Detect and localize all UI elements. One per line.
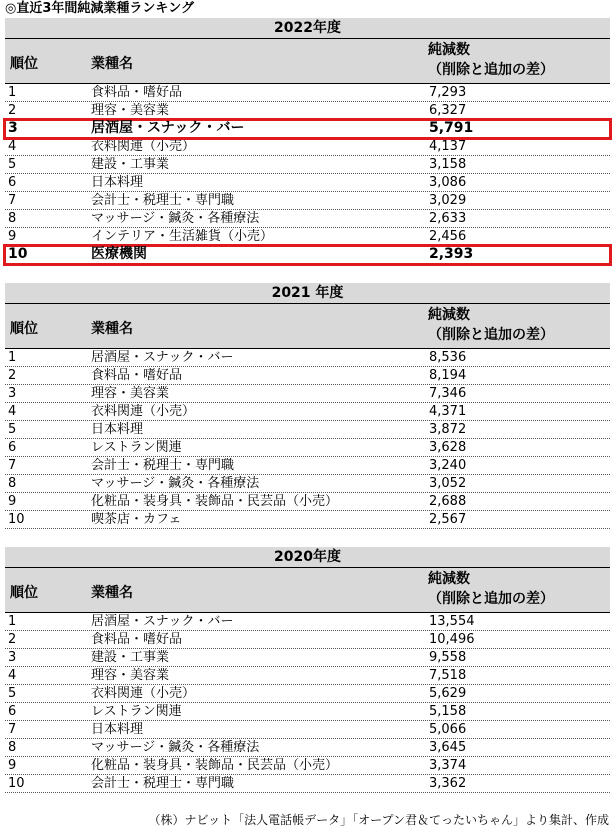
industry-cell: 居酒屋・スナック・バー bbox=[91, 350, 234, 365]
ranking-row bbox=[5, 703, 610, 721]
rank-cell: 9 bbox=[8, 494, 17, 509]
rank-cell: 8 bbox=[8, 211, 17, 226]
rank-cell: 5 bbox=[8, 157, 17, 172]
net-decrease-cell: 10,496 bbox=[429, 632, 475, 647]
net-decrease-cell: 5,791 bbox=[429, 120, 474, 136]
highlighted-ranking-row bbox=[5, 120, 610, 138]
net-decrease-cell: 4,137 bbox=[429, 139, 467, 154]
ranking-rows bbox=[5, 613, 610, 793]
industry-cell: 居酒屋・スナック・バー bbox=[91, 614, 234, 629]
industry-cell: 食料品・嗜好品 bbox=[91, 85, 183, 100]
ranking-row bbox=[5, 685, 610, 703]
ranking-row bbox=[5, 84, 610, 102]
ranking-row bbox=[5, 475, 610, 493]
ranking-row bbox=[5, 631, 610, 649]
industry-cell: 建設・工事業 bbox=[91, 650, 170, 665]
rank-cell: 2 bbox=[8, 103, 17, 118]
industry-cell: 医療機関 bbox=[91, 246, 147, 262]
ranking-row bbox=[5, 493, 610, 511]
column-header-row bbox=[5, 304, 610, 349]
industry-cell: 食料品・嗜好品 bbox=[91, 632, 183, 647]
rank-column-header: 順位 bbox=[10, 585, 38, 601]
industry-column-header: 業種名 bbox=[91, 56, 133, 72]
ranking-row bbox=[5, 102, 610, 120]
industry-cell: 建設・工事業 bbox=[91, 157, 170, 172]
net-decrease-cell: 5,066 bbox=[429, 722, 467, 737]
net-decrease-cell: 8,194 bbox=[429, 368, 467, 383]
industry-cell: マッサージ・鍼灸・各種療法 bbox=[91, 211, 260, 226]
ranking-row bbox=[5, 721, 610, 739]
industry-cell: 衣料関連（小売） bbox=[91, 139, 196, 154]
net-decrease-cell: 3,029 bbox=[429, 193, 467, 208]
net-decrease-cell: 3,158 bbox=[429, 157, 467, 172]
year-heading: 2020年度 bbox=[5, 547, 610, 568]
net-decrease-cell: 2,633 bbox=[429, 211, 467, 226]
net-decrease-cell: 7,293 bbox=[429, 85, 467, 100]
net-decrease-column-header bbox=[428, 569, 554, 609]
industry-cell: 日本料理 bbox=[91, 722, 144, 737]
rank-cell: 9 bbox=[8, 229, 17, 244]
industry-cell: 理容・美容業 bbox=[91, 668, 170, 683]
net-decrease-cell: 3,645 bbox=[429, 740, 467, 755]
net-decrease-cell: 3,374 bbox=[429, 758, 467, 773]
rank-cell: 3 bbox=[8, 386, 17, 401]
industry-cell: 会計士・税理士・専門職 bbox=[91, 776, 235, 791]
rank-cell: 4 bbox=[8, 668, 17, 683]
net-decrease-cell: 3,872 bbox=[429, 422, 467, 437]
year-heading: 2021 年度 bbox=[5, 283, 610, 304]
rank-cell: 6 bbox=[8, 440, 17, 455]
rank-cell: 9 bbox=[8, 758, 17, 773]
net-decrease-cell: 2,688 bbox=[429, 494, 467, 509]
year-block-2022 bbox=[5, 18, 610, 264]
rank-cell: 6 bbox=[8, 704, 17, 719]
ranking-row bbox=[5, 775, 610, 793]
rank-cell: 1 bbox=[8, 85, 17, 100]
net-decrease-cell: 3,240 bbox=[429, 458, 467, 473]
net-decrease-header-line2: （削除と追加の差） bbox=[428, 62, 554, 78]
industry-cell: 衣料関連（小売） bbox=[91, 686, 196, 701]
net-decrease-column-header bbox=[428, 40, 554, 80]
ranking-row bbox=[5, 757, 610, 775]
industry-cell: レストラン関連 bbox=[91, 704, 182, 719]
rank-cell: 5 bbox=[8, 422, 17, 437]
net-decrease-cell: 2,456 bbox=[429, 229, 467, 244]
rank-column-header: 順位 bbox=[10, 56, 38, 72]
net-decrease-cell: 2,567 bbox=[429, 512, 467, 527]
rank-cell: 8 bbox=[8, 476, 17, 491]
rank-cell: 3 bbox=[8, 650, 17, 665]
industry-cell: 会計士・税理士・専門職 bbox=[91, 458, 235, 473]
ranking-row bbox=[5, 156, 610, 174]
rank-cell: 10 bbox=[8, 776, 25, 791]
ranking-row bbox=[5, 421, 610, 439]
net-decrease-cell: 7,346 bbox=[429, 386, 467, 401]
rank-cell: 2 bbox=[8, 368, 17, 383]
rank-cell: 7 bbox=[8, 193, 17, 208]
ranking-row bbox=[5, 228, 610, 246]
rank-cell: 1 bbox=[8, 614, 17, 629]
net-decrease-cell: 2,393 bbox=[429, 246, 474, 262]
ranking-row bbox=[5, 511, 610, 529]
net-decrease-cell: 7,518 bbox=[429, 668, 467, 683]
net-decrease-cell: 3,628 bbox=[429, 440, 467, 455]
industry-column-header: 業種名 bbox=[91, 585, 133, 601]
industry-cell: 食料品・嗜好品 bbox=[91, 368, 183, 383]
ranking-row bbox=[5, 667, 610, 685]
industry-cell: マッサージ・鍼灸・各種療法 bbox=[91, 740, 260, 755]
ranking-row bbox=[5, 192, 610, 210]
net-decrease-header-line2: （削除と追加の差） bbox=[428, 327, 554, 343]
ranking-row bbox=[5, 385, 610, 403]
ranking-row bbox=[5, 349, 610, 367]
industry-cell: 喫茶店・カフェ bbox=[91, 512, 182, 527]
rank-cell: 6 bbox=[8, 175, 17, 190]
ranking-row bbox=[5, 210, 610, 228]
highlighted-ranking-row bbox=[5, 246, 610, 264]
net-decrease-column-header bbox=[428, 305, 554, 345]
net-decrease-cell: 3,362 bbox=[429, 776, 467, 791]
industry-cell: 衣料関連（小売） bbox=[91, 404, 196, 419]
net-decrease-cell: 3,052 bbox=[429, 476, 467, 491]
rank-cell: 3 bbox=[8, 120, 18, 136]
industry-cell: 日本料理 bbox=[91, 422, 144, 437]
rank-cell: 8 bbox=[8, 740, 17, 755]
net-decrease-cell: 3,086 bbox=[429, 175, 467, 190]
rank-cell: 4 bbox=[8, 139, 17, 154]
column-header-row bbox=[5, 568, 610, 613]
industry-cell: インテリア・生活雑貨（小売） bbox=[91, 229, 274, 244]
ranking-row bbox=[5, 367, 610, 385]
ranking-row bbox=[5, 138, 610, 156]
rank-cell: 10 bbox=[8, 512, 25, 527]
net-decrease-cell: 4,371 bbox=[429, 404, 467, 419]
rank-cell: 10 bbox=[8, 246, 28, 262]
industry-cell: 化粧品・装身具・装飾品・民芸品（小売） bbox=[91, 758, 339, 773]
net-decrease-cell: 9,558 bbox=[429, 650, 467, 665]
industry-cell: 理容・美容業 bbox=[91, 386, 170, 401]
ranking-row bbox=[5, 403, 610, 421]
rank-cell: 7 bbox=[8, 458, 17, 473]
rank-cell: 7 bbox=[8, 722, 17, 737]
year-block-2020 bbox=[5, 547, 610, 793]
net-decrease-cell: 13,554 bbox=[429, 614, 475, 629]
column-header-row bbox=[5, 39, 610, 84]
rank-column-header: 順位 bbox=[10, 321, 38, 337]
net-decrease-header-line2: （削除と追加の差） bbox=[428, 591, 554, 607]
net-decrease-header-line1: 純減数 bbox=[428, 571, 470, 587]
industry-cell: 理容・美容業 bbox=[91, 103, 170, 118]
industry-cell: 日本料理 bbox=[91, 175, 144, 190]
year-block-2021 bbox=[5, 283, 610, 529]
net-decrease-cell: 5,629 bbox=[429, 686, 467, 701]
net-decrease-header-line1: 純減数 bbox=[428, 42, 470, 58]
net-decrease-header-line1: 純減数 bbox=[428, 307, 470, 323]
rank-cell: 2 bbox=[8, 632, 17, 647]
industry-cell: レストラン関連 bbox=[91, 440, 182, 455]
page-title: ◎直近3年間純減業種ランキング bbox=[5, 1, 194, 16]
industry-cell: 化粧品・装身具・装飾品・民芸品（小売） bbox=[91, 494, 339, 509]
ranking-row bbox=[5, 439, 610, 457]
industry-cell: マッサージ・鍼灸・各種療法 bbox=[91, 476, 260, 491]
ranking-rows bbox=[5, 84, 610, 264]
ranking-rows bbox=[5, 349, 610, 529]
ranking-row bbox=[5, 649, 610, 667]
rank-cell: 4 bbox=[8, 404, 17, 419]
year-heading: 2022年度 bbox=[5, 18, 610, 39]
industry-cell: 居酒屋・スナック・バー bbox=[91, 120, 245, 136]
net-decrease-cell: 5,158 bbox=[429, 704, 467, 719]
ranking-row bbox=[5, 174, 610, 192]
rank-cell: 5 bbox=[8, 686, 17, 701]
industry-cell: 会計士・税理士・専門職 bbox=[91, 193, 235, 208]
net-decrease-cell: 8,536 bbox=[429, 350, 467, 365]
rank-cell: 1 bbox=[8, 350, 17, 365]
ranking-row bbox=[5, 613, 610, 631]
net-decrease-cell: 6,327 bbox=[429, 103, 467, 118]
ranking-row bbox=[5, 739, 610, 757]
industry-column-header: 業種名 bbox=[91, 321, 133, 337]
ranking-row bbox=[5, 457, 610, 475]
source-note: （株）ナビット「法人電話帳データ」「オープン君＆てったいちゃん」より集計、作成 bbox=[148, 813, 609, 827]
